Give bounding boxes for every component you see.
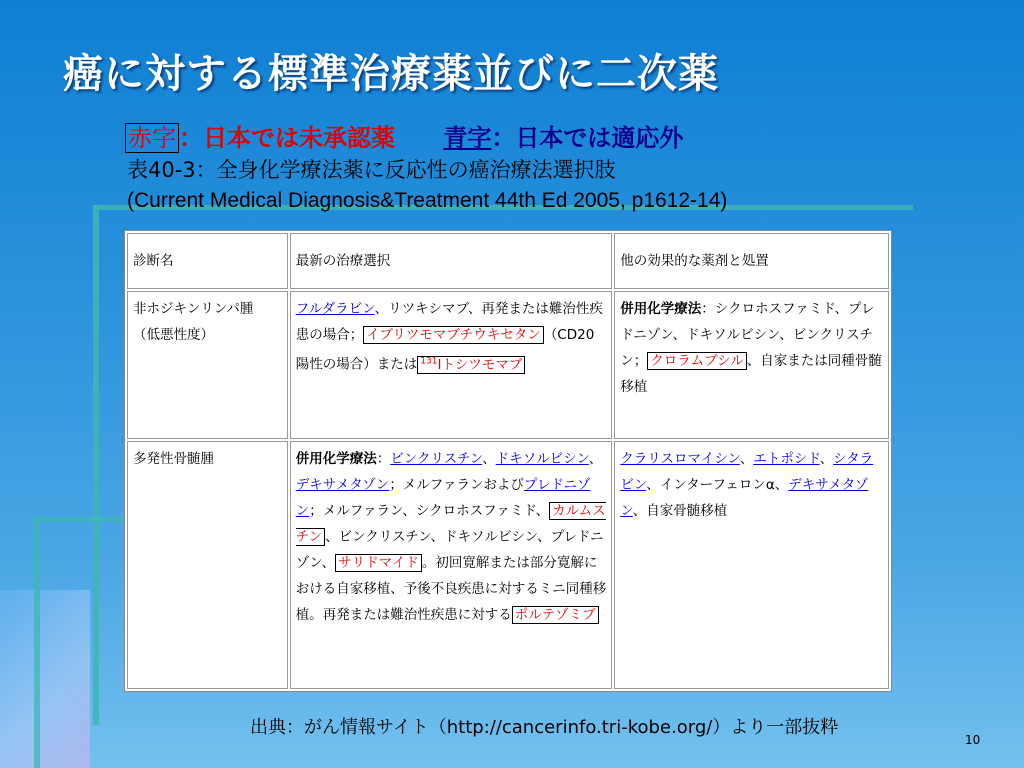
cell-text: 、 (739, 450, 754, 467)
isotope-superscript: 131 (420, 356, 438, 366)
drug-name: Iトシツモマブ (437, 356, 523, 373)
cell-text: ；メルファランおよび (389, 476, 525, 493)
cell-text: 、インターフェロンα、 (646, 476, 789, 493)
cell-text: ：シクロホスファミド、プレドニゾン、ドキソルビシン、ビンクリスチン； (620, 301, 875, 369)
diagnosis-cell (127, 441, 288, 689)
background-corner-gradient (0, 590, 90, 768)
decorative-line (34, 517, 129, 522)
legend-red-key: 赤字 (125, 123, 179, 153)
cell-text: 、自家骨髄移植 (632, 502, 728, 519)
legend-blue-description: ：日本では適応外 (491, 124, 684, 152)
treatment-table (124, 230, 892, 692)
footer-source: 出典：がん情報サイト（http://cancerinfo.tri-kobe.org/）より一部抜粋 (250, 717, 839, 738)
drug-unapproved: サリドマイド (335, 554, 422, 572)
column-header-latest-treatment: 最新の治療選択 (290, 233, 613, 289)
cell-text: 、 (482, 450, 496, 467)
drug-offlabel: ビンクリスチン (390, 450, 483, 467)
other-treatment-cell (614, 291, 889, 439)
slide-number: 10 (965, 733, 981, 747)
color-legend (125, 118, 683, 153)
cell-text: 、 (588, 450, 603, 467)
column-header-diagnosis: 診断名 (127, 233, 288, 289)
cell-text: 、リツキシマブ、再発または難治性疾患の場合； (295, 301, 603, 343)
decorative-line (34, 520, 40, 768)
drug-offlabel: ドキソルビシン (495, 450, 589, 467)
drug-unapproved (417, 356, 525, 374)
cell-text: （CD20 陽性の場合）または (295, 327, 595, 373)
drug-unapproved: カルムスチン (295, 502, 606, 545)
column-header-other-treatment: 他の効果的な薬剤と処置 (614, 233, 889, 289)
drug-unapproved: クロラムブシル (647, 352, 747, 370)
table-caption: 表40-3：全身化学療法薬に反応性の癌治療法選択肢 (127, 158, 616, 182)
diagnosis-name: 多発性骨髄腫 (133, 450, 214, 467)
diagnosis-name: 非ホジキンリンパ腫 (133, 301, 254, 317)
cell-text-bold: 併用化学療法 (295, 450, 377, 467)
slide-title: 癌に対する標準治療薬並びに二次薬 (63, 51, 719, 97)
source-reference: (Current Medical Diagnosis&Treatment 44th Ed 2005, p1612-14) (127, 189, 728, 212)
cell-text: 、 (819, 450, 834, 467)
legend-red-description: ：日本では未承認薬 (179, 124, 395, 152)
drug-offlabel: フルダラビン (295, 301, 375, 317)
drug-unapproved: ポルテゾミブ (512, 606, 599, 624)
drug-offlabel: シタラビン (620, 450, 874, 493)
diagnosis-subtype: （低悪性度） (133, 327, 214, 343)
other-treatment-cell (614, 441, 889, 689)
cell-text-bold: 併用化学療法 (620, 301, 702, 317)
drug-unapproved: イブリツモマブチウキセタン (363, 326, 544, 344)
drug-offlabel: プレドニゾン (295, 476, 591, 519)
cell-text: ： (376, 450, 391, 467)
cell-text: ；メルファラン、シクロホスファミド、 (309, 502, 550, 519)
cell-text: 。初回寛解または部分寛解における自家移植、予後不良疾患に対するミニ同種移植。再発または難治性疾患に対する (295, 554, 607, 623)
drug-offlabel: デキサメタゾン (295, 476, 390, 493)
diagnosis-cell (127, 291, 288, 439)
table-header-row (127, 233, 889, 289)
decorative-line (93, 205, 99, 725)
drug-offlabel: デキサメタゾン (620, 476, 869, 519)
legend-blue-key: 青字 (443, 124, 492, 152)
cell-text: 、自家または同種骨髄移植 (620, 353, 882, 395)
drug-offlabel: エトポシド (753, 450, 820, 467)
table-row (127, 441, 889, 689)
drug-offlabel: クラリスロマイシン (620, 450, 740, 467)
cell-text: 、ビンクリスチン、ドキソルビシン、プレドニゾン、 (295, 528, 604, 571)
table-row (127, 291, 889, 439)
latest-treatment-cell (290, 441, 613, 689)
latest-treatment-cell (290, 291, 613, 439)
